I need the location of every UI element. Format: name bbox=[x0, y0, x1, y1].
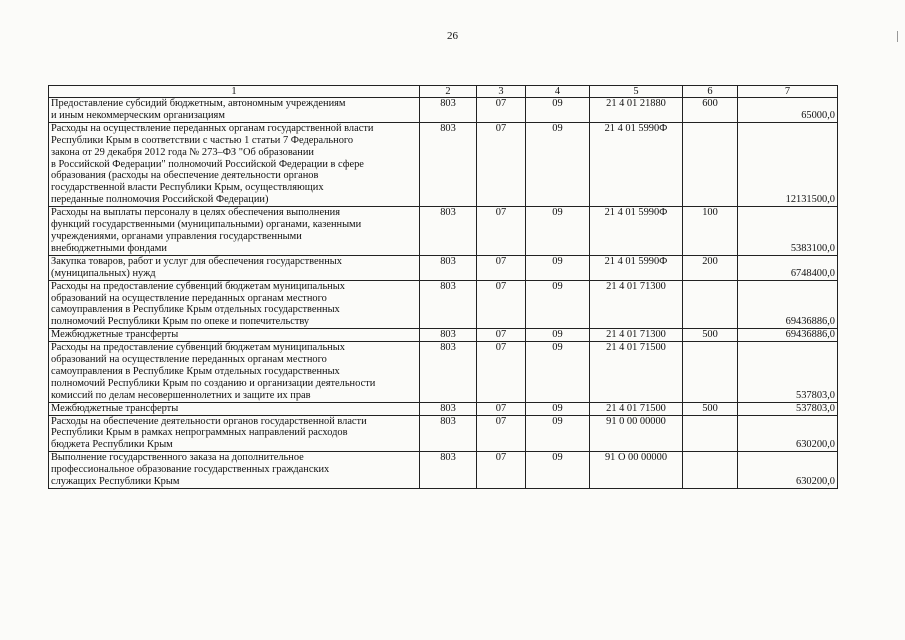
description-line: бюджета Республики Крым bbox=[51, 439, 173, 451]
description-line: образований на осуществление переданных органам местного bbox=[51, 292, 327, 304]
description-line: Расходы на предоставление субвенций бюджетам муниципальных bbox=[51, 280, 345, 292]
section-code-cell: 07 bbox=[477, 255, 526, 280]
description-line: служащих Республики Крым bbox=[51, 476, 180, 488]
subsection-code-cell: 09 bbox=[526, 329, 590, 342]
expense-type-code-cell bbox=[683, 452, 738, 489]
header-cell: 5 bbox=[590, 86, 683, 98]
description-line: (муниципальных) нужд bbox=[51, 267, 156, 279]
ministry-code-cell: 803 bbox=[420, 280, 477, 329]
table-row bbox=[49, 207, 838, 256]
subsection-code-cell: 09 bbox=[526, 122, 590, 206]
subsection-code-cell: 09 bbox=[526, 98, 590, 123]
description-line: Республики Крым в рамках непрограммных направлений расходов bbox=[51, 427, 348, 439]
row-description bbox=[49, 98, 420, 123]
expense-type-code-cell: 200 bbox=[683, 255, 738, 280]
ministry-code-cell: 803 bbox=[420, 402, 477, 415]
description-line: внебюджетными фондами bbox=[51, 242, 167, 254]
subsection-code-cell: 09 bbox=[526, 452, 590, 489]
section-code-cell: 07 bbox=[477, 402, 526, 415]
ministry-code-cell: 803 bbox=[420, 329, 477, 342]
description-line: функций государственными (муниципальными) органами, казенными bbox=[51, 219, 362, 231]
amount-cell: 69436886,0 bbox=[738, 280, 838, 329]
target-article-code-cell: 21 4 01 71500 bbox=[590, 342, 683, 403]
amount-cell: 65000,0 bbox=[738, 98, 838, 123]
section-code-cell: 07 bbox=[477, 452, 526, 489]
subsection-code-cell: 09 bbox=[526, 402, 590, 415]
expense-type-code-cell: 500 bbox=[683, 329, 738, 342]
row-description bbox=[49, 415, 420, 452]
description-line: Закупка товаров, работ и услуг для обеспечения государственных bbox=[51, 255, 342, 267]
section-code-cell: 07 bbox=[477, 98, 526, 123]
expense-type-code-cell bbox=[683, 342, 738, 403]
scan-edge-mark bbox=[897, 31, 898, 42]
section-code-cell: 07 bbox=[477, 329, 526, 342]
target-article-code-cell: 91 О 00 00000 bbox=[590, 452, 683, 489]
description-line: Выполнение государственного заказа на дополнительное bbox=[51, 452, 304, 464]
description-line: образования (расходы на обеспечение деятельности органов bbox=[51, 170, 319, 182]
row-description bbox=[49, 452, 420, 489]
amount-cell: 537803,0 bbox=[738, 402, 838, 415]
description-line: Межбюджетные трансферты bbox=[51, 402, 179, 414]
expense-type-code-cell bbox=[683, 415, 738, 452]
table-row bbox=[49, 329, 838, 342]
subsection-code-cell: 09 bbox=[526, 255, 590, 280]
description-line: Предоставление субсидий бюджетным, автономным учреждениям bbox=[51, 98, 346, 109]
ministry-code-cell: 803 bbox=[420, 342, 477, 403]
header-cell: 2 bbox=[420, 86, 477, 98]
target-article-code-cell: 21 4 01 5990Ф bbox=[590, 207, 683, 256]
section-code-cell: 07 bbox=[477, 207, 526, 256]
description-line: Расходы на выплаты персоналу в целях обеспечения выполнения bbox=[51, 207, 340, 219]
page-number: 26 bbox=[447, 30, 458, 42]
expense-type-code-cell: 500 bbox=[683, 402, 738, 415]
description-line: государственной власти Республики Крым, осуществляющих bbox=[51, 182, 324, 194]
ministry-code-cell: 803 bbox=[420, 98, 477, 123]
budget-table-body bbox=[49, 86, 838, 489]
target-article-code-cell: 21 4 01 71300 bbox=[590, 280, 683, 329]
description-line: переданные полномочия Российской Федерации) bbox=[51, 194, 269, 206]
table-row bbox=[49, 122, 838, 206]
row-description bbox=[49, 329, 420, 342]
table-row bbox=[49, 342, 838, 403]
row-description bbox=[49, 255, 420, 280]
header-cell: 3 bbox=[477, 86, 526, 98]
budget-table bbox=[48, 85, 838, 489]
target-article-code-cell: 21 4 01 5990Ф bbox=[590, 255, 683, 280]
description-line: образований на осуществление переданных органам местного bbox=[51, 354, 327, 366]
description-line: профессиональное образование государственных гражданских bbox=[51, 464, 330, 476]
amount-cell: 5383100,0 bbox=[738, 207, 838, 256]
target-article-code-cell: 21 4 01 71500 bbox=[590, 402, 683, 415]
amount-cell: 69436886,0 bbox=[738, 329, 838, 342]
target-article-code-cell: 21 4 01 5990Ф bbox=[590, 122, 683, 206]
description-line: Расходы на осуществление переданных органам государственной власти bbox=[51, 122, 374, 134]
ministry-code-cell: 803 bbox=[420, 255, 477, 280]
description-line: полномочий Республики Крым по опеке и попечительству bbox=[51, 316, 310, 328]
section-code-cell: 07 bbox=[477, 415, 526, 452]
description-line: самоуправления в Республике Крым отдельных государственных bbox=[51, 304, 340, 316]
row-description bbox=[49, 122, 420, 206]
header-cell: 4 bbox=[526, 86, 590, 98]
ministry-code-cell: 803 bbox=[420, 122, 477, 206]
amount-cell: 537803,0 bbox=[738, 342, 838, 403]
row-description bbox=[49, 402, 420, 415]
ministry-code-cell: 803 bbox=[420, 452, 477, 489]
ministry-code-cell: 803 bbox=[420, 207, 477, 256]
table-row bbox=[49, 452, 838, 489]
amount-cell: 6748400,0 bbox=[738, 255, 838, 280]
description-line: комиссий по делам несовершеннолетних и защите их прав bbox=[51, 389, 311, 401]
table-row bbox=[49, 415, 838, 452]
expense-type-code-cell bbox=[683, 122, 738, 206]
row-description bbox=[49, 207, 420, 256]
table-row bbox=[49, 280, 838, 329]
row-description bbox=[49, 280, 420, 329]
description-line: самоуправления в Республике Крым отдельных государственных bbox=[51, 365, 340, 377]
description-line: Расходы на обеспечение деятельности органов государственной власти bbox=[51, 415, 367, 427]
section-code-cell: 07 bbox=[477, 342, 526, 403]
header-cell: 7 bbox=[738, 86, 838, 98]
description-line: Расходы на предоставление субвенций бюджетам муниципальных bbox=[51, 342, 345, 354]
target-article-code-cell: 21 4 01 21880 bbox=[590, 98, 683, 123]
description-line: полномочий Республики Крым по созданию и организации деятельности bbox=[51, 377, 376, 389]
description-line: учреждениями, органами управления государственными bbox=[51, 230, 302, 242]
target-article-code-cell: 91 0 00 00000 bbox=[590, 415, 683, 452]
description-line: Межбюджетные трансферты bbox=[51, 329, 179, 341]
subsection-code-cell: 09 bbox=[526, 280, 590, 329]
subsection-code-cell: 09 bbox=[526, 342, 590, 403]
header-cell: 1 bbox=[49, 86, 420, 98]
expense-type-code-cell bbox=[683, 280, 738, 329]
row-description bbox=[49, 342, 420, 403]
ministry-code-cell: 803 bbox=[420, 415, 477, 452]
target-article-code-cell: 21 4 01 71300 bbox=[590, 329, 683, 342]
subsection-code-cell: 09 bbox=[526, 415, 590, 452]
table-header-row bbox=[49, 86, 838, 98]
table-row bbox=[49, 402, 838, 415]
description-line: в Российской Федерации" полномочий Российской Федерации в сфере bbox=[51, 158, 364, 170]
section-code-cell: 07 bbox=[477, 122, 526, 206]
expense-type-code-cell: 600 bbox=[683, 98, 738, 123]
description-line: и иным некоммерческим организациям bbox=[51, 109, 225, 121]
amount-cell: 630200,0 bbox=[738, 452, 838, 489]
subsection-code-cell: 09 bbox=[526, 207, 590, 256]
amount-cell: 630200,0 bbox=[738, 415, 838, 452]
description-line: Республики Крым в соответствии с частью 1 статьи 7 Федерального bbox=[51, 134, 354, 146]
section-code-cell: 07 bbox=[477, 280, 526, 329]
table-row bbox=[49, 255, 838, 280]
description-line: закона от 29 декабря 2012 года № 273–ФЗ "Об образовании bbox=[51, 146, 314, 158]
header-cell: 6 bbox=[683, 86, 738, 98]
amount-cell: 12131500,0 bbox=[738, 122, 838, 206]
table-row bbox=[49, 98, 838, 123]
expense-type-code-cell: 100 bbox=[683, 207, 738, 256]
